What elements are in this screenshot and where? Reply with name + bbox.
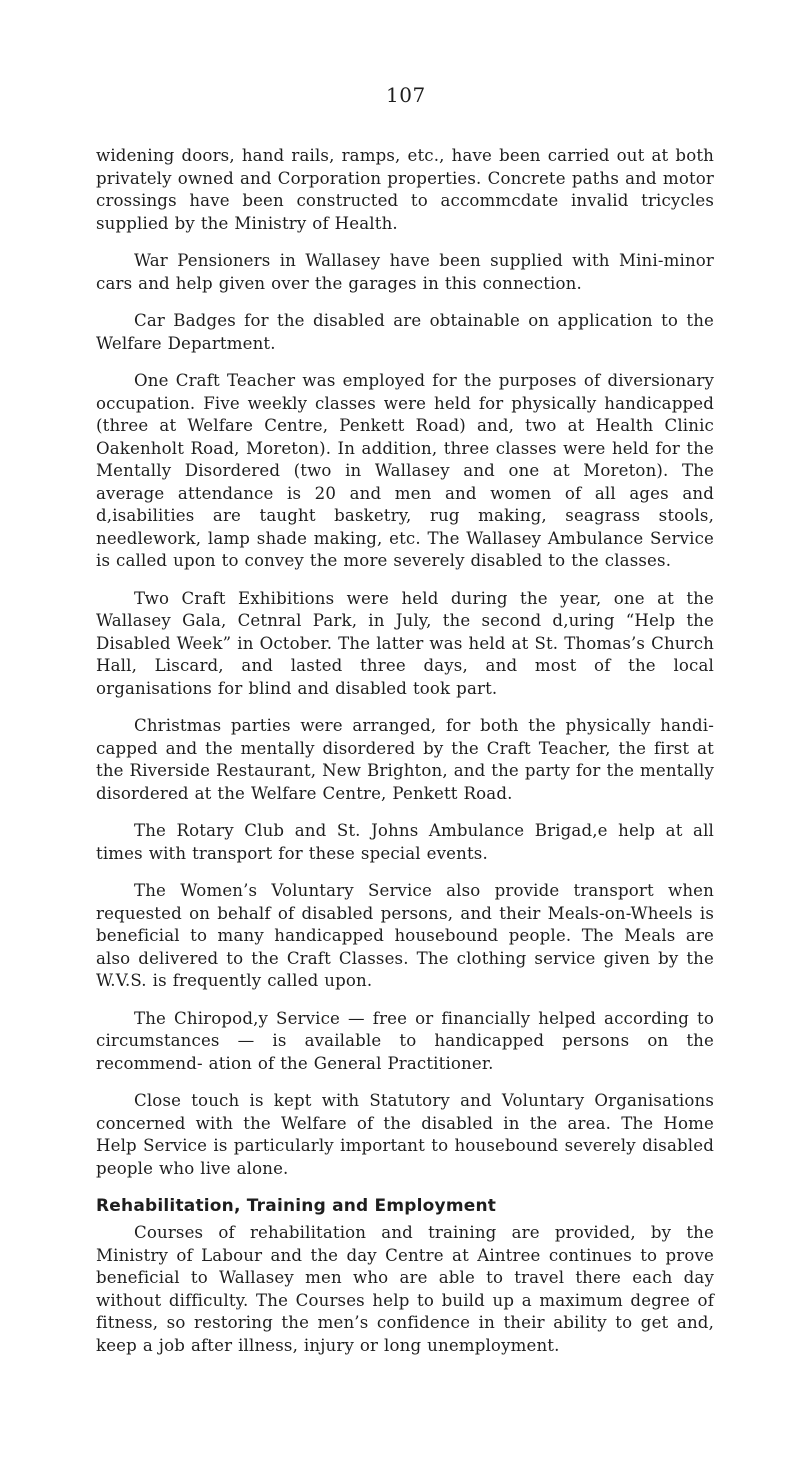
- paragraph-car-badges: Car Badges for the disabled are obtainable on application to the Welfare Department.: [96, 311, 714, 353]
- paragraph-chiropody: The Chiropod,y Service — free or financially helped according to circumstances — is available to handicapped persons on the recommend- ation of the General Practitioner.: [96, 1008, 714, 1073]
- paragraph-rehabilitation: Courses of rehabilitation and training are provided, by the Ministry of Labour and the day Centre at Aintree continues to prove beneficial to Wallasey men who are able to travel there each day without difficulty. The Courses help to build up a maximum degree of fitness, so restoring the men’s confidence in their ability to get and, keep a job after illness, injury or long unemployment.: [96, 1223, 714, 1355]
- paragraph-war-pensioners: War Pensioners in Wallasey have been supplied with Mini-minor cars and help given over the garages in this connection.: [96, 251, 714, 293]
- page-number: 107: [386, 83, 426, 107]
- body-text: [96, 145, 714, 1372]
- paragraph-wvs: The Women’s Voluntary Service also provide transport when requested on behalf of disabled persons, and their Meals-on-Wheels is beneficial to many handicapped housebound people. The Meals are also delivered to the Craft Classes. The clothing service given by the W.V.S. is frequently called upon.: [96, 881, 714, 990]
- paragraph-adaptations: widening doors, hand rails, ramps, etc., have been carried out at both privately owned and Corporation properties. Concrete paths and motor crossings have been constructed to accommcdate invalid tricycles supplied by the Ministry of Health.: [96, 146, 714, 233]
- paragraph-close-touch: Close touch is kept with Statutory and Voluntary Organisations concerned with the Welfare of the disabled in the area. The Home Help Service is particularly important to housebound severely disabled people who live alone.: [96, 1091, 714, 1178]
- paragraph-craft-teacher: One Craft Teacher was employed for the purposes of diversionary occupation. Five weekly classes were held for physically handicapped (three at Welfare Centre, Penkett Road) and, two at Health Clinic Oakenholt Road, Moreton). In addition, three classes were held for the Mentally Disordered (two in Wallasey and one at Moreton). The average attendance is 20 and men and women of all ages and d,isabilities are taught basketry, rug making, seagrass stools, needlework, lamp shade making, etc. The Wallasey Ambulance Service is called upon to convey the more severely disabled to the classes.: [96, 371, 714, 570]
- section-heading-rehabilitation: Rehabilitation, Training and Employment: [96, 1196, 497, 1216]
- paragraph-christmas-parties: Christmas parties were arranged, for both the physically handi- capped and the mentally disordered by the Craft Teacher, the first at the Riverside Restaurant, New Brighton, and the party for the mentally disordered at the Welfare Centre, Penkett Road.: [96, 716, 714, 803]
- paragraph-craft-exhibitions: Two Craft Exhibitions were held during the year, one at the Wallasey Gala, Cetnral Park, in July, the second d,uring “Help the Disabled Week” in October. The latter was held at St. Thomas’s Church Hall, Liscard, and lasted three days, and most of the local organisations for blind and disabled took part.: [96, 588, 714, 698]
- paragraph-rotary-club: The Rotary Club and St. Johns Ambulance Brigad,e help at all times with transport for these special events.: [96, 821, 714, 863]
